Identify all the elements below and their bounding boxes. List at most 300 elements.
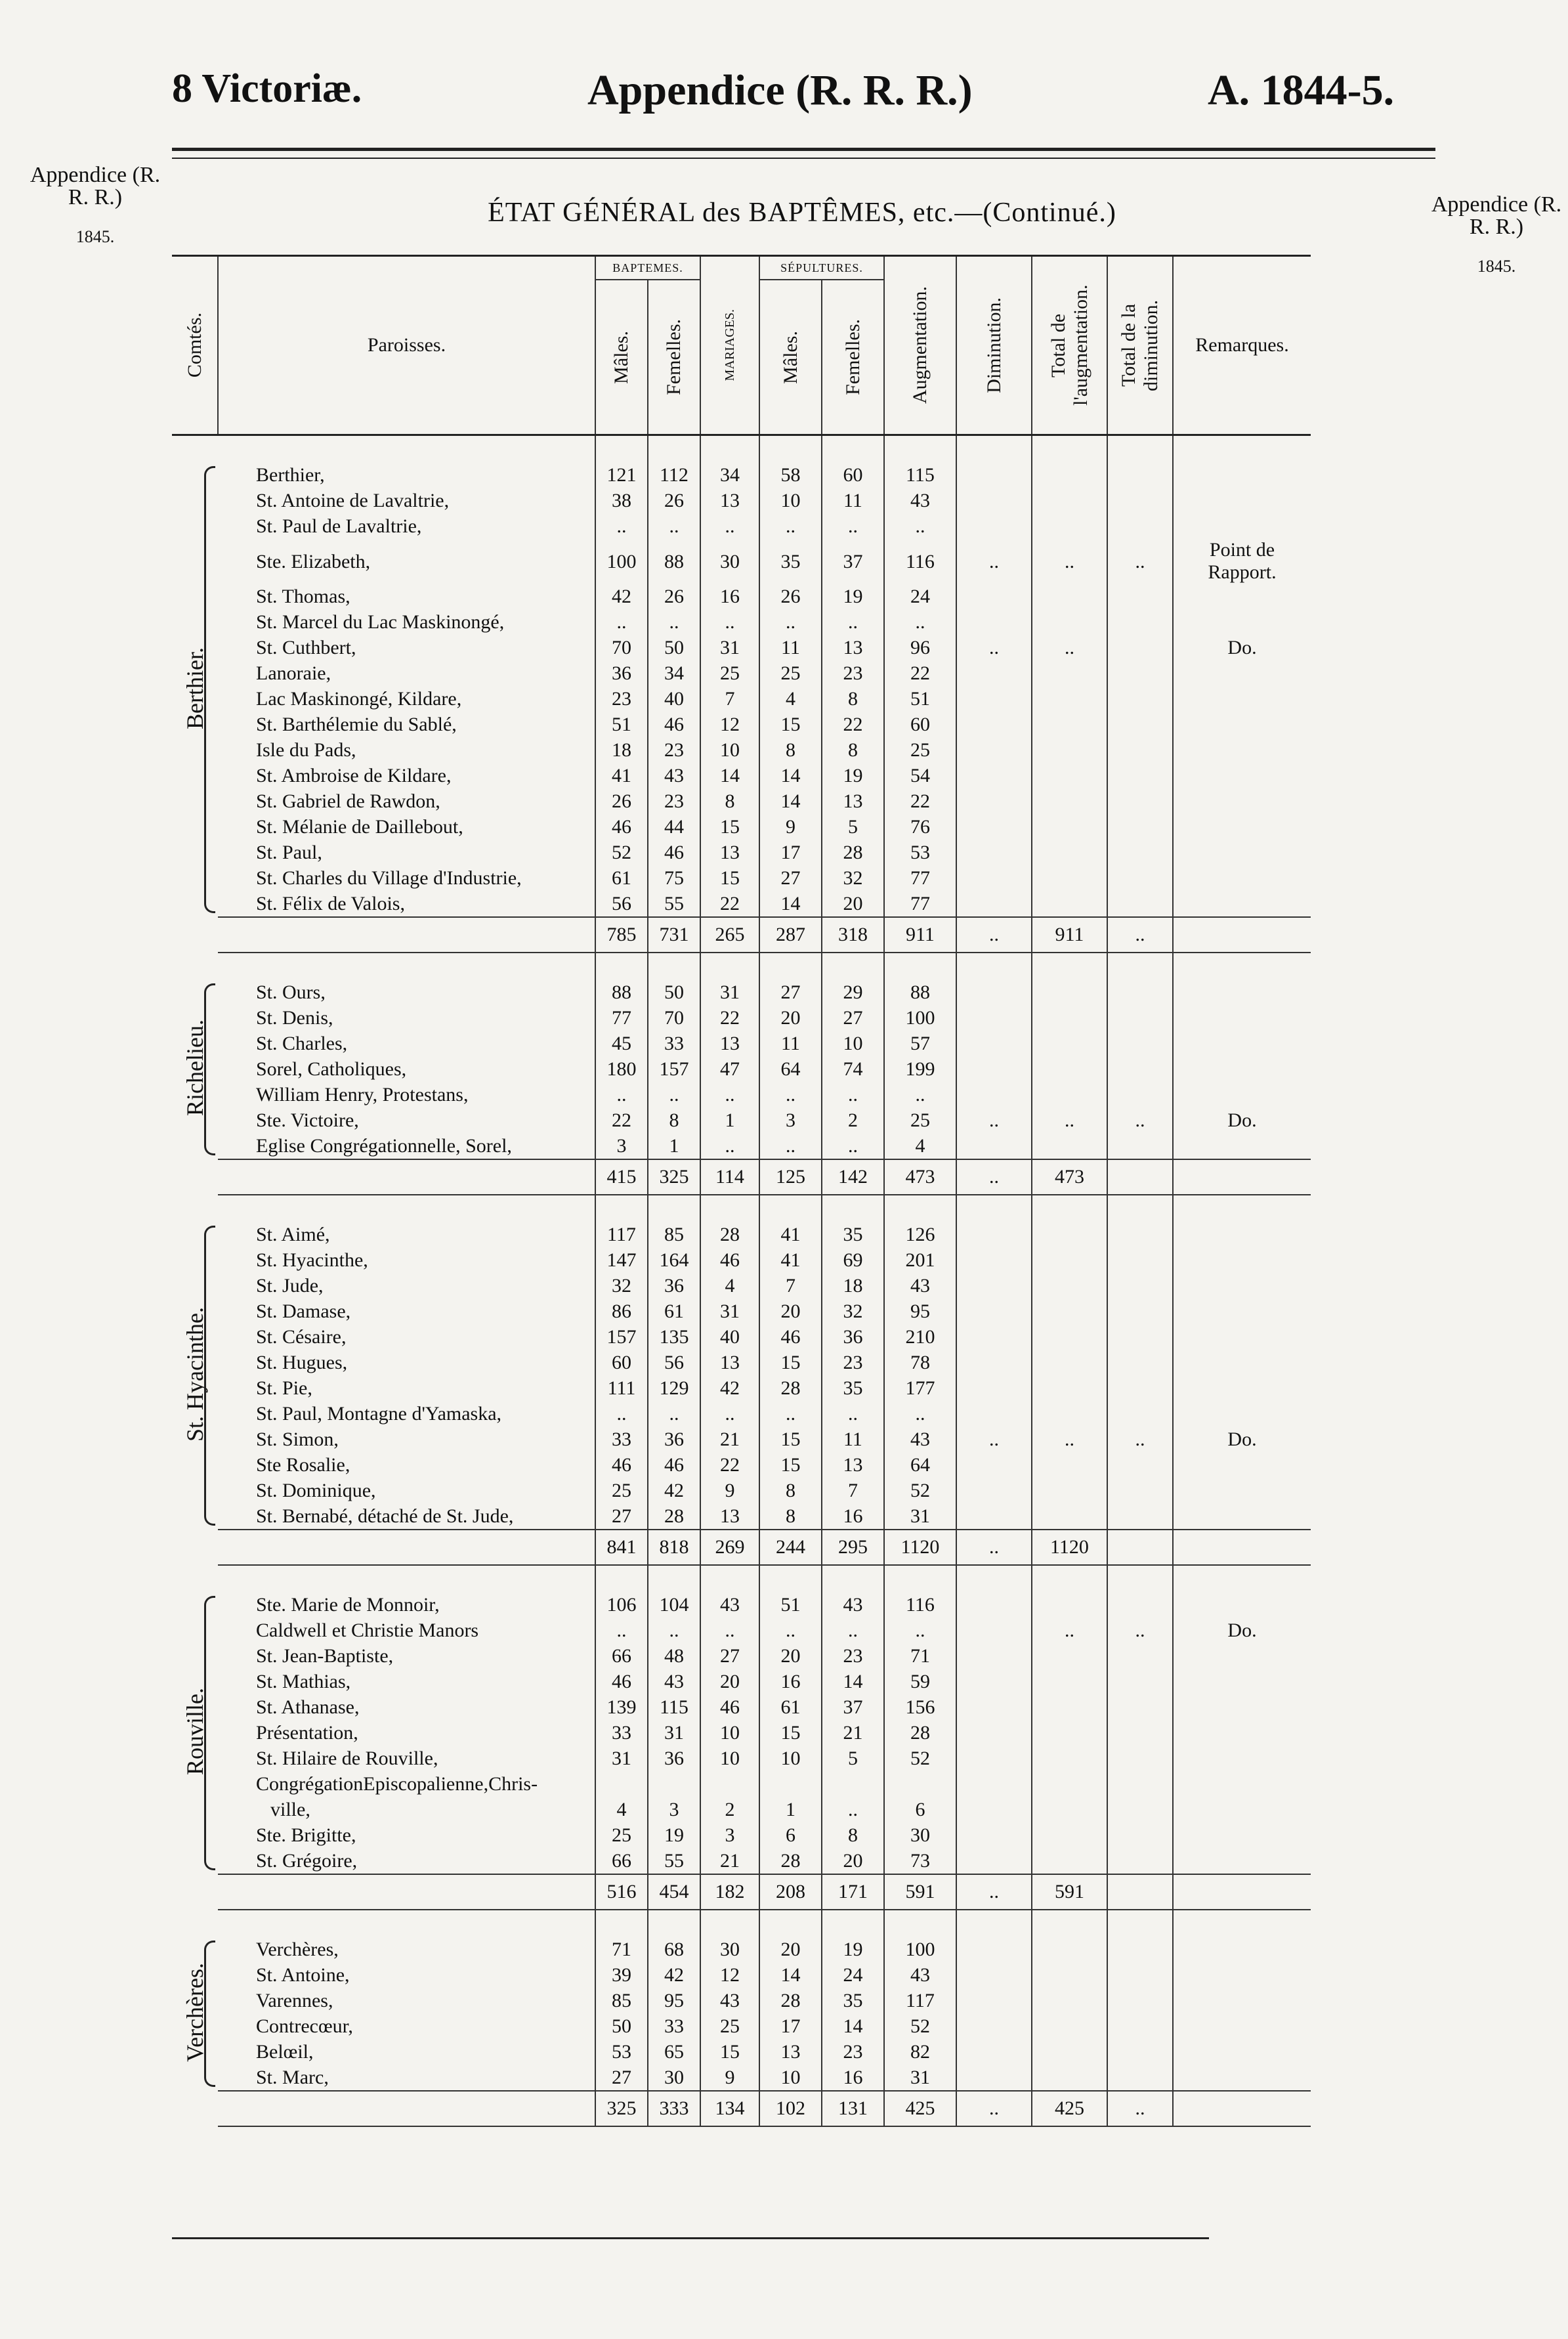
value-cell: 13 (822, 635, 884, 660)
value-cell: 22 (700, 891, 759, 917)
table-row (172, 2065, 1311, 2091)
county-cell (172, 1222, 218, 1530)
spacer-row (172, 1195, 1311, 1222)
value-cell (1107, 1669, 1173, 1694)
value-cell: 50 (648, 635, 700, 660)
value-cell: 31 (700, 979, 759, 1005)
value-cell: 24 (822, 1962, 884, 1988)
value-cell (1032, 1720, 1107, 1746)
value-cell: 66 (595, 1643, 648, 1669)
value-cell (956, 1746, 1032, 1771)
table-row (172, 1669, 1311, 1694)
value-cell: .. (956, 539, 1032, 584)
table-row (172, 1962, 1311, 1988)
total-county-spacer (172, 1159, 218, 1195)
value-cell (956, 1401, 1032, 1427)
total-cell: 454 (648, 1874, 700, 1910)
value-cell: 28 (759, 1375, 822, 1401)
value-cell (1107, 1643, 1173, 1669)
value-cell: 24 (884, 584, 956, 609)
remark-cell (1173, 609, 1311, 635)
total-cell: 208 (759, 1874, 822, 1910)
value-cell: 10 (759, 2065, 822, 2091)
spacer-cell (218, 953, 595, 979)
value-cell (956, 1350, 1032, 1375)
remark-cell: Point de Rapport. (1173, 539, 1311, 584)
value-cell (1032, 1746, 1107, 1771)
value-cell: 51 (595, 712, 648, 737)
header-appendix: Appendice (R. R. R.) (587, 66, 973, 114)
value-cell: 19 (822, 1937, 884, 1962)
table-row (172, 2039, 1311, 2065)
value-cell: 31 (884, 2065, 956, 2091)
value-cell (956, 1005, 1032, 1031)
remark-cell: Do. (1173, 1618, 1311, 1643)
value-cell: 41 (759, 1247, 822, 1273)
value-cell: 26 (759, 584, 822, 609)
value-cell: 41 (595, 763, 648, 788)
spacer-cell (218, 1195, 595, 1222)
value-cell: 56 (648, 1350, 700, 1375)
value-cell: 46 (700, 1694, 759, 1720)
value-cell (956, 1375, 1032, 1401)
value-cell: 9 (759, 814, 822, 840)
value-cell (956, 891, 1032, 917)
parish-name: St. Gabriel de Rawdon, (256, 790, 440, 812)
value-cell: .. (1032, 1618, 1107, 1643)
total-cell (1107, 1530, 1173, 1565)
parish-name: Ste. Victoire, (256, 1109, 359, 1131)
value-cell: 1 (648, 1133, 700, 1159)
col-bapt-femelles: Femelles. (648, 280, 700, 435)
parish-name: St. Antoine de Lavaltrie, (256, 490, 450, 511)
table-row (172, 1082, 1311, 1107)
col-baptemes: BAPTEMES. (595, 256, 700, 280)
value-cell (1107, 1350, 1173, 1375)
remark-cell (1173, 840, 1311, 865)
value-cell: 15 (759, 1350, 822, 1375)
value-cell: 20 (759, 1643, 822, 1669)
value-cell: 7 (700, 686, 759, 712)
total-cell: 102 (759, 2091, 822, 2126)
spacer-cell (595, 1910, 648, 1937)
total-cell (1173, 1874, 1311, 1910)
value-cell: 34 (700, 462, 759, 488)
value-cell: .. (822, 609, 884, 635)
value-cell (1032, 1324, 1107, 1350)
value-cell: 111 (595, 1375, 648, 1401)
value-cell: 10 (759, 1746, 822, 1771)
value-cell: .. (595, 609, 648, 635)
value-cell: 11 (759, 635, 822, 660)
value-cell: 22 (884, 788, 956, 814)
value-cell: 51 (884, 686, 956, 712)
value-cell (1032, 686, 1107, 712)
parish-name: St. Damase, (256, 1300, 351, 1322)
value-cell (1032, 1452, 1107, 1478)
margin-label-left: Appendice (R. R. R.) (30, 163, 161, 209)
value-cell: 4 (884, 1133, 956, 1159)
value-cell (956, 488, 1032, 513)
value-cell: 8 (700, 788, 759, 814)
table-row (172, 1848, 1311, 1874)
spacer-cell (1107, 435, 1173, 463)
value-cell: 43 (700, 1988, 759, 2013)
table-row (172, 1133, 1311, 1159)
county-cell (172, 1592, 218, 1874)
value-cell (1032, 1056, 1107, 1082)
parish-name: St. Ours, (256, 981, 326, 1003)
value-cell (1107, 1848, 1173, 1874)
value-cell: 11 (822, 1427, 884, 1452)
value-cell: 20 (759, 1005, 822, 1031)
total-cell: 1120 (884, 1530, 956, 1565)
remark-cell (1173, 1478, 1311, 1503)
value-cell (1032, 788, 1107, 814)
parish-name: St. Hilaire de Rouville, (256, 1748, 438, 1769)
spacer-cell (956, 1195, 1032, 1222)
total-county-spacer (172, 1530, 218, 1565)
spacer-cell (700, 953, 759, 979)
value-cell: 8 (759, 1503, 822, 1530)
value-cell: 26 (648, 488, 700, 513)
value-cell: 40 (648, 686, 700, 712)
county-cell (172, 1937, 218, 2091)
value-cell: 3 (700, 1822, 759, 1848)
total-cell (1173, 2091, 1311, 2126)
value-cell: 45 (595, 1031, 648, 1056)
value-cell: 22 (822, 712, 884, 737)
value-cell: 28 (700, 1222, 759, 1247)
spacer-cell (1107, 1195, 1173, 1222)
parish-name: Contrecœur, (256, 2015, 353, 2037)
remark-cell: Do. (1173, 1427, 1311, 1452)
table-row (172, 1401, 1311, 1427)
spacer-cell (1173, 1565, 1311, 1592)
value-cell (956, 513, 1032, 539)
value-cell (1107, 1988, 1173, 2013)
county-name: Berthier. (182, 647, 208, 729)
value-cell (1032, 737, 1107, 763)
table-row (172, 737, 1311, 763)
value-cell: 121 (595, 462, 648, 488)
value-cell: .. (822, 1618, 884, 1643)
value-cell: 44 (648, 814, 700, 840)
value-cell (1032, 1694, 1107, 1720)
margin-note-left (26, 164, 164, 248)
total-cell: 318 (822, 917, 884, 953)
value-cell: 11 (822, 488, 884, 513)
remark-cell (1173, 462, 1311, 488)
remark-cell (1173, 1643, 1311, 1669)
value-cell: 16 (822, 2065, 884, 2091)
value-cell (1032, 840, 1107, 865)
total-cell: 473 (884, 1159, 956, 1195)
value-cell: 42 (648, 1478, 700, 1503)
total-cell: 425 (884, 2091, 956, 2126)
parish-name: St. Félix de Valois, (256, 893, 405, 914)
value-cell: .. (884, 1401, 956, 1427)
total-label-spacer (218, 2091, 595, 2126)
value-cell: 53 (884, 840, 956, 865)
value-cell: 135 (648, 1324, 700, 1350)
table-row (172, 513, 1311, 539)
margin-year-left: 1845. (75, 227, 115, 246)
spacer-cell (1173, 435, 1311, 463)
value-cell (1107, 1056, 1173, 1082)
spacer-cell (218, 1910, 595, 1937)
value-cell (1032, 763, 1107, 788)
total-cell: 142 (822, 1159, 884, 1195)
total-label-spacer (218, 1159, 595, 1195)
value-cell (1032, 1247, 1107, 1273)
parish-name: Belœil, (256, 2041, 314, 2063)
col-sepultures: SÉPULTURES. (759, 256, 884, 280)
parish-name: St. Mélanie de Daillebout, (256, 816, 463, 838)
value-cell: 13 (822, 788, 884, 814)
value-cell (1032, 1273, 1107, 1298)
value-cell (1107, 1797, 1173, 1822)
value-cell (1032, 1643, 1107, 1669)
table-row (172, 1478, 1311, 1503)
value-cell: 8 (759, 1478, 822, 1503)
value-cell: 54 (884, 763, 956, 788)
value-cell (700, 1771, 759, 1797)
value-cell (1107, 1771, 1173, 1797)
total-cell: 171 (822, 1874, 884, 1910)
col-bapt-males: Mâles. (595, 280, 648, 435)
value-cell (1107, 1005, 1173, 1031)
value-cell: 60 (884, 712, 956, 737)
remark-cell (1173, 488, 1311, 513)
value-cell: 10 (700, 737, 759, 763)
parish-name: Caldwell et Christie Manors (256, 1620, 479, 1641)
value-cell: 30 (700, 539, 759, 584)
margin-note-right (1431, 194, 1562, 278)
value-cell: 20 (700, 1669, 759, 1694)
value-cell (956, 763, 1032, 788)
value-cell: 36 (648, 1746, 700, 1771)
value-cell (956, 979, 1032, 1005)
value-cell: 16 (700, 584, 759, 609)
value-cell: .. (700, 513, 759, 539)
value-cell (956, 462, 1032, 488)
value-cell (1107, 1937, 1173, 1962)
value-cell (1032, 2039, 1107, 2065)
value-cell: 27 (700, 1643, 759, 1669)
value-cell (956, 1031, 1032, 1056)
total-cell: 731 (648, 917, 700, 953)
value-cell: 76 (884, 814, 956, 840)
table-row (172, 1031, 1311, 1056)
remark-cell (1173, 1324, 1311, 1350)
table-row (172, 462, 1311, 488)
total-cell: .. (956, 917, 1032, 953)
total-row (172, 1874, 1311, 1910)
total-county-spacer (172, 1874, 218, 1910)
value-cell (956, 1822, 1032, 1848)
value-cell: 88 (648, 539, 700, 584)
value-cell: 11 (759, 1031, 822, 1056)
value-cell (1107, 488, 1173, 513)
value-cell (1032, 979, 1107, 1005)
table-row (172, 1350, 1311, 1375)
value-cell: 10 (700, 1720, 759, 1746)
value-cell (1107, 1031, 1173, 1056)
table-row (172, 712, 1311, 737)
value-cell: 116 (884, 539, 956, 584)
value-cell: 46 (648, 1452, 700, 1478)
value-cell: 40 (700, 1324, 759, 1350)
value-cell: .. (1107, 1427, 1173, 1452)
table-row (172, 979, 1311, 1005)
value-cell: 60 (822, 462, 884, 488)
total-cell: 269 (700, 1530, 759, 1565)
value-cell (648, 1771, 700, 1797)
value-cell: 46 (648, 712, 700, 737)
brace-mark (204, 1226, 215, 1526)
value-cell: .. (884, 1618, 956, 1643)
parish-name: St. Charles, (256, 1033, 348, 1054)
table-row (172, 2013, 1311, 2039)
value-cell: 95 (648, 1988, 700, 2013)
table-row (172, 1427, 1311, 1452)
value-cell (1107, 1324, 1173, 1350)
value-cell (1107, 1452, 1173, 1478)
value-cell: 157 (648, 1056, 700, 1082)
value-cell: .. (1107, 1618, 1173, 1643)
remark-cell (1173, 1350, 1311, 1375)
value-cell (1107, 635, 1173, 660)
value-cell: 13 (700, 1031, 759, 1056)
value-cell (822, 1771, 884, 1797)
value-cell (1032, 1669, 1107, 1694)
value-cell (956, 2039, 1032, 2065)
value-cell: 27 (759, 979, 822, 1005)
table-row (172, 865, 1311, 891)
spacer-cell (218, 435, 595, 463)
value-cell: 56 (595, 891, 648, 917)
remark-cell: Do. (1173, 635, 1311, 660)
value-cell: 48 (648, 1643, 700, 1669)
table-row (172, 1694, 1311, 1720)
total-cell: 295 (822, 1530, 884, 1565)
value-cell (956, 1720, 1032, 1746)
value-cell: 85 (648, 1222, 700, 1247)
value-cell: 25 (595, 1822, 648, 1848)
table-row (172, 1746, 1311, 1771)
table-row (172, 1720, 1311, 1746)
table-row (172, 686, 1311, 712)
value-cell: 46 (700, 1247, 759, 1273)
value-cell: 117 (595, 1222, 648, 1247)
value-cell (956, 1503, 1032, 1530)
value-cell: 58 (759, 462, 822, 488)
parish-name: St. Bernabé, détaché de St. Jude, (256, 1505, 514, 1527)
value-cell: 12 (700, 712, 759, 737)
value-cell: 50 (595, 2013, 648, 2039)
total-cell: .. (956, 1530, 1032, 1565)
value-cell (956, 788, 1032, 814)
value-cell: 5 (822, 814, 884, 840)
value-cell: 126 (884, 1222, 956, 1247)
value-cell (1032, 1962, 1107, 1988)
value-cell (1032, 609, 1107, 635)
spacer-cell (759, 1910, 822, 1937)
brace-mark (204, 466, 215, 913)
parish-name: ville, (270, 1799, 310, 1820)
remark-cell (1173, 814, 1311, 840)
remark-cell (1173, 1669, 1311, 1694)
value-cell (1107, 891, 1173, 917)
value-cell: 31 (595, 1746, 648, 1771)
value-cell: 27 (595, 1503, 648, 1530)
value-cell: 21 (822, 1720, 884, 1746)
spacer-cell (884, 1910, 956, 1937)
value-cell (1107, 840, 1173, 865)
value-cell: 6 (884, 1797, 956, 1822)
value-cell (956, 1056, 1032, 1082)
value-cell: .. (884, 513, 956, 539)
value-cell (956, 1452, 1032, 1478)
parish-name: St. Hyacinthe, (256, 1249, 368, 1271)
value-cell: 86 (595, 1298, 648, 1324)
value-cell (1107, 1222, 1173, 1247)
value-cell: 7 (822, 1478, 884, 1503)
value-cell: 19 (822, 763, 884, 788)
value-cell: 42 (700, 1375, 759, 1401)
value-cell: 43 (884, 1273, 956, 1298)
value-cell: 13 (700, 488, 759, 513)
value-cell: 13 (700, 840, 759, 865)
value-cell: 115 (884, 462, 956, 488)
remark-cell (1173, 1592, 1311, 1618)
parish-name: Ste Rosalie, (256, 1454, 350, 1476)
parish-name: St. Marcel du Lac Maskinongé, (256, 611, 505, 633)
value-cell: 8 (759, 737, 822, 763)
value-cell (1107, 1375, 1173, 1401)
table-row (172, 1324, 1311, 1350)
value-cell: 33 (648, 1031, 700, 1056)
value-cell (1032, 513, 1107, 539)
spacer-cell (1032, 435, 1107, 463)
spacer-cell (956, 1910, 1032, 1937)
total-cell (1107, 1874, 1173, 1910)
total-cell: 785 (595, 917, 648, 953)
value-cell: 36 (822, 1324, 884, 1350)
value-cell: 22 (595, 1107, 648, 1133)
value-cell: 19 (648, 1822, 700, 1848)
value-cell (1032, 1503, 1107, 1530)
header-year: A. 1844-5. (1208, 66, 1395, 114)
remark-cell (1173, 660, 1311, 686)
value-cell: 46 (759, 1324, 822, 1350)
table-row (172, 1771, 1311, 1797)
value-cell: 95 (884, 1298, 956, 1324)
total-cell: 841 (595, 1530, 648, 1565)
value-cell: .. (648, 513, 700, 539)
parish-name: William Henry, Protestans, (256, 1084, 469, 1105)
value-cell: 177 (884, 1375, 956, 1401)
value-cell: .. (1032, 539, 1107, 584)
total-cell: 818 (648, 1530, 700, 1565)
parish-name: St. Antoine, (256, 1964, 350, 1986)
spacer-cell (172, 1910, 218, 1937)
total-cell (1173, 917, 1311, 953)
value-cell: .. (956, 1427, 1032, 1452)
value-cell: 71 (884, 1643, 956, 1669)
parish-name: St. Dominique, (256, 1480, 376, 1501)
